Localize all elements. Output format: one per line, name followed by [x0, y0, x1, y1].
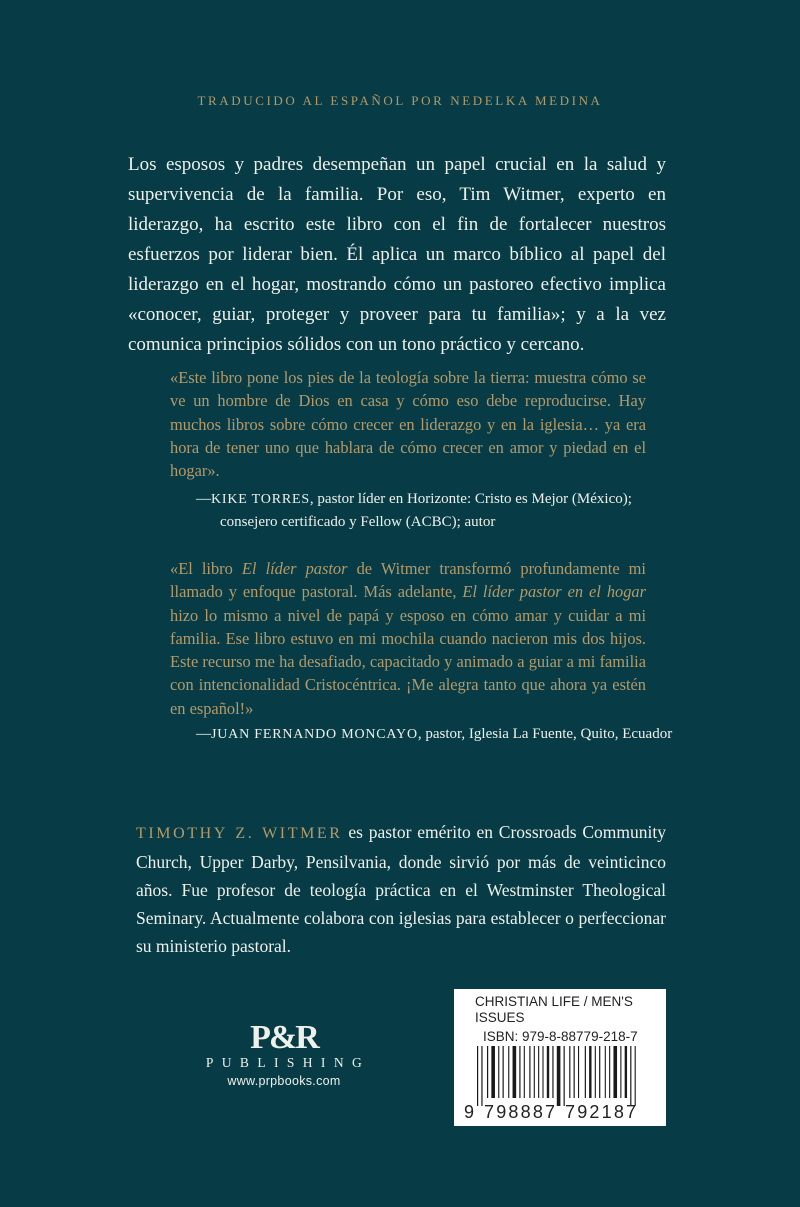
endorser-role: , pastor líder en Horizonte: Cristo es Mejor (México); consejero certificado y Fellow (ACBC); autor: [220, 491, 632, 530]
attribution-dash: —: [196, 726, 211, 742]
book-description: Los esposos y padres desempeñan un papel crucial en la salud y supervivencia de la familia. Por eso, Tim Witmer, experto en liderazgo, ha escrito este libro con el fin de fortalecer nuestros esfuerzos por liderar bien. Él aplica un marco bíblico al papel del liderazgo en el hogar, mostrando cómo un pastoreo efectivo implica «conocer, guiar, proteger y proveer para tu familia»; y a la vez comunica principios sólidos con un tono práctico y cercano.: [128, 154, 666, 355]
barcode-bars: [477, 1046, 639, 1106]
barcode-bar: [538, 1046, 539, 1098]
barcode-bar: [487, 1046, 488, 1098]
barcode-bar: [625, 1046, 627, 1098]
barcode-digits-right: 792187: [565, 1102, 639, 1122]
book-title-italic: El líder pastor: [241, 559, 348, 578]
isbn-text: ISBN: 979-8-88779-218-7: [483, 1029, 638, 1044]
publisher-logo: [170, 1019, 398, 1088]
bisac-category: CHRISTIAN LIFE / MEN'S ISSUES: [475, 994, 633, 1025]
quote-text: de Witmer transformó profundamente mi llamado y enfoque pastoral. Más adelante,: [170, 559, 646, 602]
barcode-bar: [605, 1046, 606, 1098]
book-title-italic: El líder pastor en el hogar: [462, 582, 646, 602]
barcode-bar: [529, 1046, 530, 1098]
endorser-name: JUAN FERNANDO MONCAYO: [211, 727, 418, 742]
barcode-bar: [557, 1046, 561, 1106]
barcode-bar: [552, 1046, 553, 1098]
author-bio-text: es pastor emérito en Crossroads Community Church, Upper Darby, Pensilvania, donde sirvió por más de veinticinco años. Fue profesor de teología práctica en el Westminster Theological Seminary. Actualmente colabora con iglesias para establecer o perfeccionar su ministerio pastoral.: [136, 822, 666, 956]
barcode-bar: [569, 1046, 570, 1098]
barcode-bar: [513, 1046, 517, 1098]
endorser-name: KIKE TORRES: [211, 492, 310, 507]
author-name: TIMOTHY Z. WITMER: [136, 825, 343, 842]
barcode-bar: [599, 1046, 600, 1098]
barcode-bar: [589, 1046, 591, 1098]
barcode-digits-left: 798887: [484, 1102, 558, 1122]
endorser-role: , pastor, Iglesia La Fuente, Quito, Ecuador: [417, 726, 673, 742]
barcode-bar: [630, 1046, 631, 1106]
barcode-digit-first: 9: [464, 1102, 477, 1122]
barcode-label: [454, 989, 666, 1126]
barcode-bar: [534, 1046, 535, 1098]
barcode-bar: [613, 1046, 617, 1098]
barcode-bar: [574, 1046, 575, 1098]
barcode-bar: [491, 1046, 495, 1098]
attribution-dash: —: [196, 491, 211, 507]
barcode-bar: [481, 1046, 482, 1106]
quote-text: «El libro: [170, 559, 242, 578]
author-bio: [136, 818, 666, 960]
barcode-bar: [498, 1046, 499, 1098]
barcode-bar: [508, 1046, 509, 1098]
barcode-bar: [585, 1046, 586, 1098]
barcode-bar: [503, 1046, 504, 1098]
barcode-bar: [595, 1046, 596, 1098]
barcode-bar: [477, 1046, 478, 1106]
barcode-bar: [609, 1046, 610, 1098]
barcode-bar: [620, 1046, 621, 1098]
endorsement-attribution-1: [196, 488, 690, 534]
endorsement-attribution-2: [196, 723, 690, 746]
publisher-wordmark: PUBLISHING: [205, 1055, 371, 1070]
translator-credit: TRADUCIDO AL ESPAÑOL POR NEDELKA MEDINA: [197, 93, 603, 108]
endorsement-quote-1: «Este libro pone los pies de la teología sobre la tierra: muestra cómo se ve un hombre de Dios en casa y cómo eso debe reproducirse. Hay muchos libros sobre cómo crecer en liderazgo y en la iglesia… ya era hora de tener uno que hablara de cómo crecer en amor y piedad en el hogar».: [170, 368, 646, 481]
endorsement-quote-2: [170, 557, 646, 720]
barcode-bar: [519, 1046, 520, 1098]
barcode-bar: [564, 1046, 565, 1106]
barcode-bar: [524, 1046, 525, 1098]
publisher-url: www.prpbooks.com: [227, 1074, 341, 1088]
barcode-bar: [542, 1046, 543, 1098]
publisher-mark: P&R: [250, 1019, 318, 1056]
barcode-bar: [578, 1046, 579, 1098]
barcode-bar: [635, 1046, 636, 1106]
barcode-bar: [547, 1046, 549, 1098]
quote-text: hizo lo mismo a nivel de papá y esposo en cómo amar y cuidar a mi familia. Ese libro estuvo en mi mochila cuando nacieron mis dos hijos. Este recurso me ha desafiado, capacitado y animado a guiar a mi familia con intencionalidad Cristocéntrica. ¡Me alegra tanto que ahora ya estén en español!»: [170, 605, 646, 718]
